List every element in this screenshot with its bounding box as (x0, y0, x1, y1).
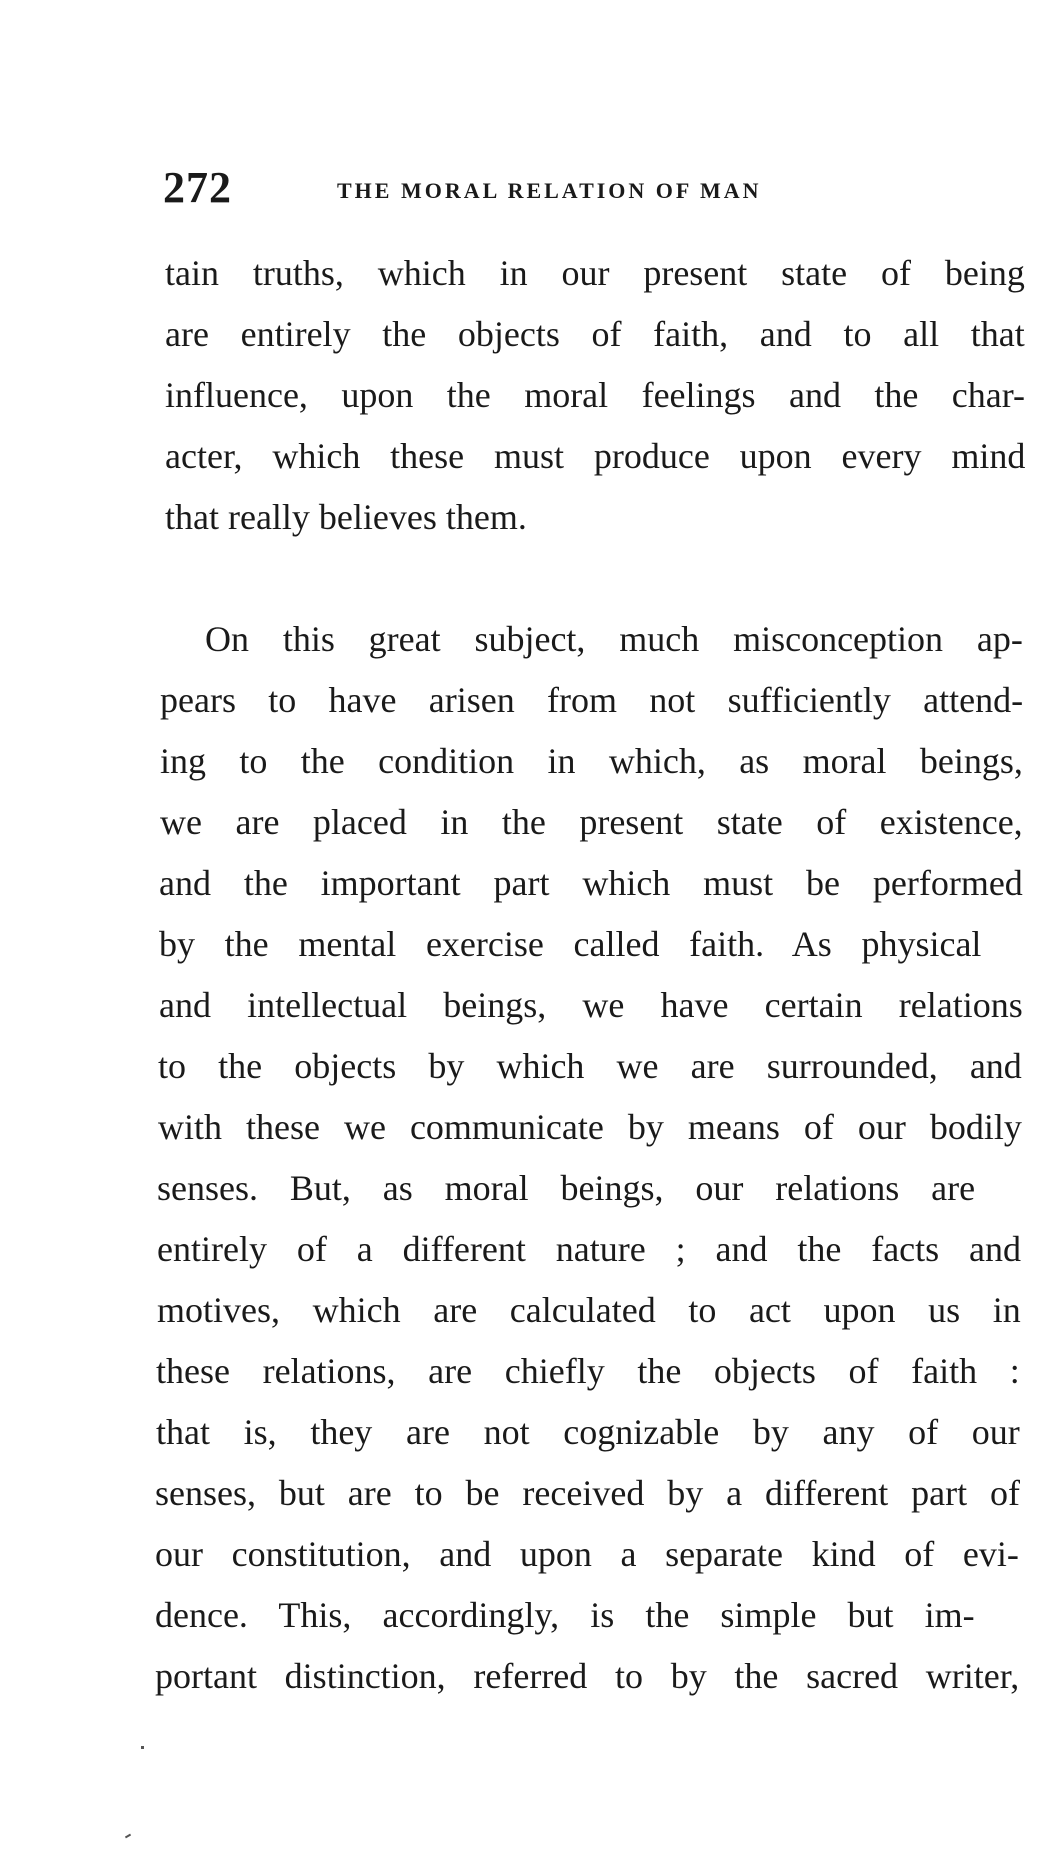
text-line: with these we communicate by means of our bodily (158, 1107, 1022, 1147)
text-line: that is, they are not cognizable by any of our (156, 1412, 1020, 1452)
text-line: senses, but are to be received by a different part of (155, 1473, 1021, 1513)
scan-speck (141, 1746, 144, 1749)
text-line: are entirely the objects of faith, and to all that (165, 314, 1025, 354)
text-line: motives, which are calculated to act upon us in (157, 1290, 1021, 1330)
scan-speck (125, 1834, 131, 1839)
text-line: tain truths, which in our present state of being (165, 253, 1025, 293)
text-line: ing to the condition in which, as moral beings, (160, 741, 1023, 781)
text-line: by the mental exercise called faith. As physical (159, 924, 982, 964)
running-title: THE MORAL RELATION OF MAN (337, 178, 762, 203)
text-line: dence. This, accordingly, is the simple but im- (155, 1595, 975, 1635)
text-line: influence, upon the moral feelings and the char- (165, 375, 1026, 415)
text-line: and the important part which must be performed (159, 863, 1023, 903)
text-line: that really believes them. (165, 497, 527, 537)
text-line: senses. But, as moral beings, our relations are (157, 1168, 976, 1208)
text-line: acter, which these must produce upon every mind (165, 436, 1026, 476)
text-line: these relations, are chiefly the objects of faith : (156, 1351, 1020, 1391)
text-line: pears to have arisen from not sufficiently attend- (160, 680, 1024, 720)
text-line: and intellectual beings, we have certain relations (159, 985, 1023, 1025)
text-line: On this great subject, much misconception ap- (205, 619, 1023, 659)
text-line: we are placed in the present state of existence, (160, 802, 1023, 842)
text-line: portant distinction, referred to by the sacred writer, (155, 1656, 1020, 1696)
text-line: entirely of a different nature ; and the facts and (157, 1229, 1022, 1269)
running-head (163, 162, 863, 212)
page-number: 272 (163, 163, 232, 212)
text-line: to the objects by which we are surrounded, and (158, 1046, 1022, 1086)
text-line: our constitution, and upon a separate kind of evi- (155, 1534, 1019, 1574)
